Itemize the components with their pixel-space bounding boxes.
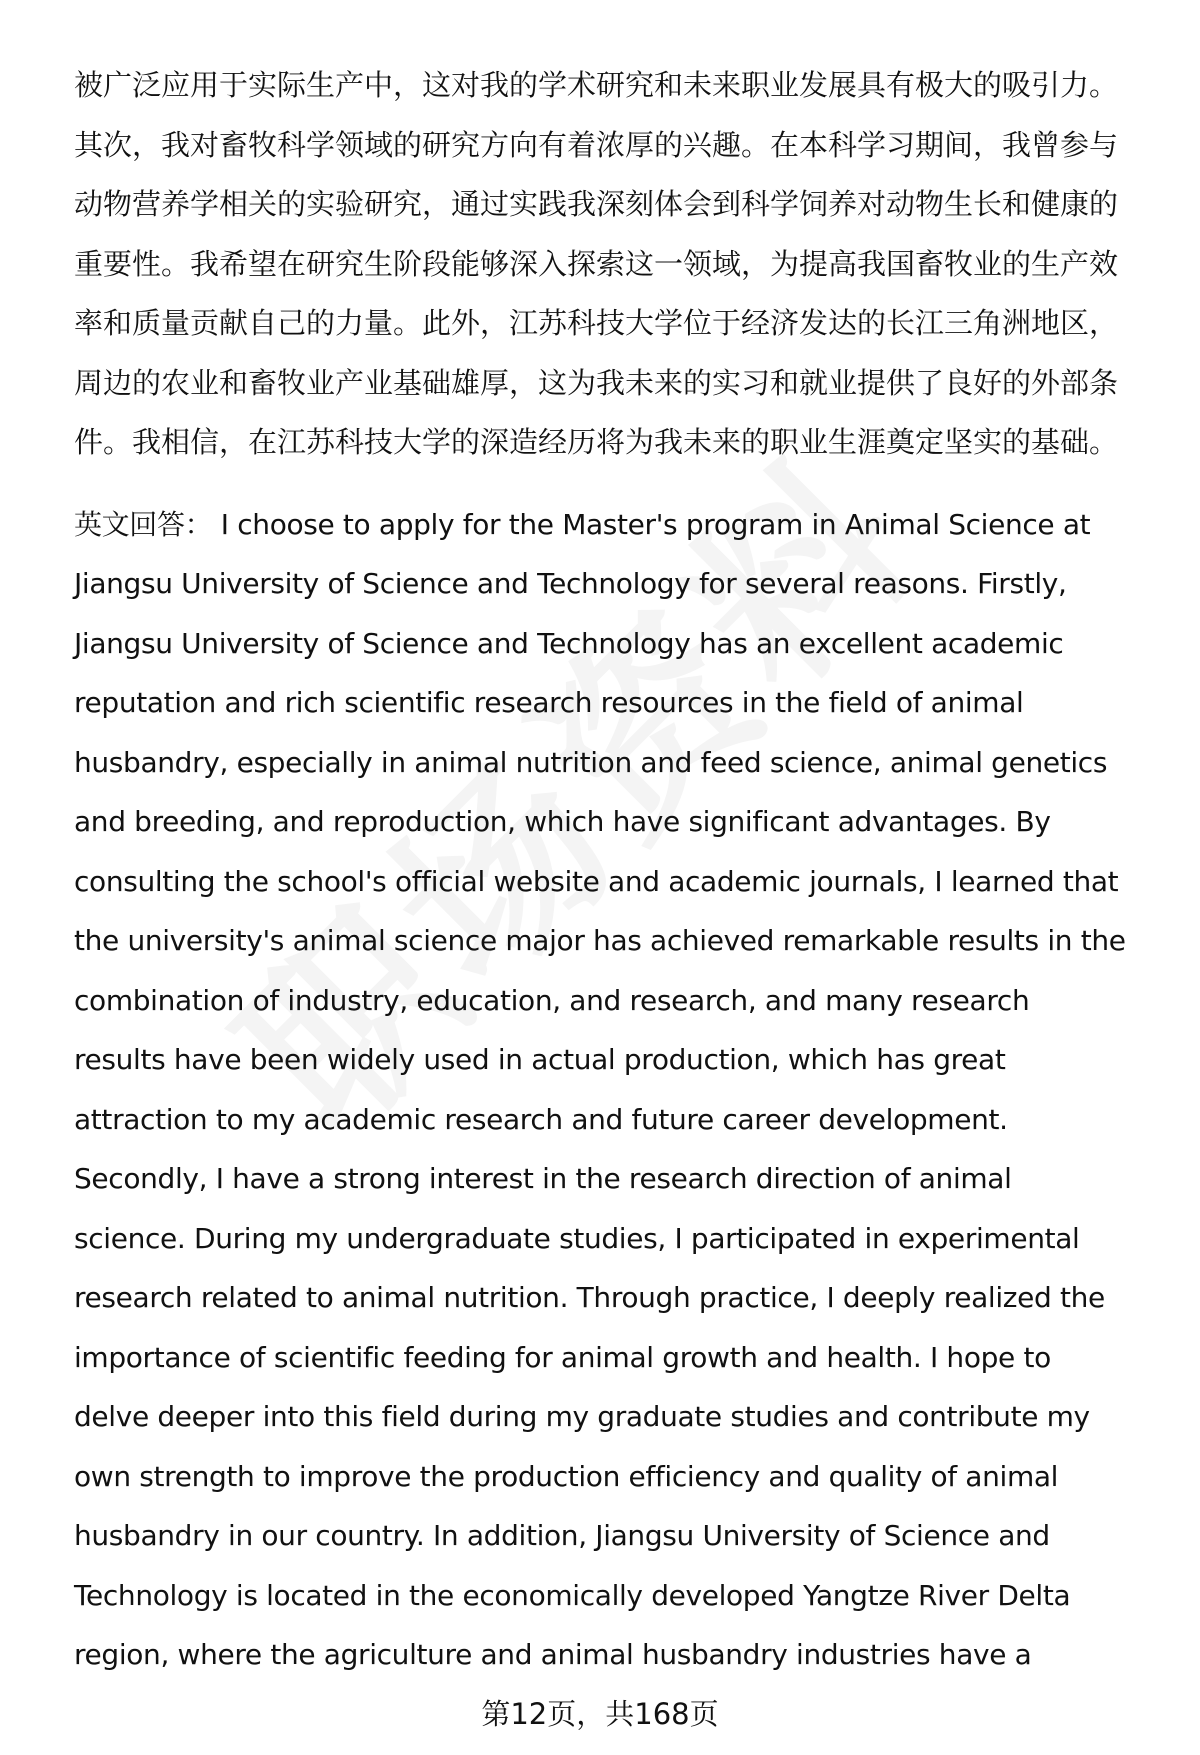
text-line: Technology is located in the economically developed Yangtze River Delta bbox=[74, 1578, 1071, 1612]
text-line: science. During my undergraduate studies, I participated in experimental bbox=[74, 1221, 1080, 1255]
text-line: 被广泛应用于实际生产中，这对我的学术研究和未来职业发展具有极大的吸引力。 bbox=[74, 68, 1119, 102]
text-line: 动物营养学相关的实验研究，通过实践我深刻体会到科学饲养对动物生长和健康的 bbox=[74, 187, 1119, 221]
english-answer-paragraph bbox=[74, 495, 1164, 1685]
text-line: and breeding, and reproduction, which have significant advantages. By bbox=[74, 805, 1051, 838]
text-line: 其次，我对畜牧科学领域的研究方向有着浓厚的兴趣。在本科学习期间，我曾参与 bbox=[74, 127, 1119, 162]
text-line: results have been widely used in actual production, which has great bbox=[74, 1043, 1006, 1076]
text-line: husbandry, especially in animal nutrition and feed science, animal genetics bbox=[74, 745, 1108, 779]
text-line: Jiangsu University of Science and Technology has an excellent academic bbox=[74, 626, 1064, 660]
chinese-paragraph bbox=[74, 56, 1164, 473]
text-line: Secondly, I have a strong interest in the research direction of animal bbox=[74, 1162, 1012, 1195]
page-number-footer: 第12页，共168页 bbox=[481, 1697, 719, 1731]
text-line: combination of industry, education, and research, and many research bbox=[74, 983, 1030, 1017]
text-line: 英文回答： I choose to apply for the Master's program in Animal Science at bbox=[74, 507, 1091, 541]
text-line: the university's animal science major has achieved remarkable results in the bbox=[74, 924, 1126, 957]
text-line: delve deeper into this field during my graduate studies and contribute my bbox=[74, 1400, 1090, 1433]
text-line: own strength to improve the production efficiency and quality of animal bbox=[74, 1459, 1059, 1493]
text-line: husbandry in our country. In addition, Jiangsu University of Science and bbox=[74, 1519, 1050, 1552]
text-line: research related to animal nutrition. Through practice, I deeply realized the bbox=[74, 1281, 1105, 1314]
text-line: importance of scientific feeding for animal growth and health. I hope to bbox=[74, 1340, 1051, 1374]
document-page bbox=[74, 56, 1164, 1685]
text-line: reputation and rich scientific research resources in the field of animal bbox=[74, 686, 1024, 719]
text-line: 件。我相信，在江苏科技大学的深造经历将为我未来的职业生涯奠定坚实的基础。 bbox=[74, 425, 1119, 459]
text-line: consulting the school's official website and academic journals, I learned that bbox=[74, 864, 1119, 898]
text-line: Jiangsu University of Science and Technology for several reasons. Firstly, bbox=[74, 567, 1067, 600]
text-line: 重要性。我希望在研究生阶段能够深入探索这一领域，为提高我国畜牧业的生产效 bbox=[74, 246, 1119, 281]
text-line: 周边的农业和畜牧业产业基础雄厚，这为我未来的实习和就业提供了良好的外部条 bbox=[74, 365, 1119, 400]
text-line: 率和质量贡献自己的力量。此外，江苏科技大学位于经济发达的长江三角洲地区， bbox=[74, 306, 1119, 340]
text-line: attraction to my academic research and future career development. bbox=[74, 1102, 1008, 1136]
text-line: region, where the agriculture and animal husbandry industries have a bbox=[74, 1638, 1032, 1671]
